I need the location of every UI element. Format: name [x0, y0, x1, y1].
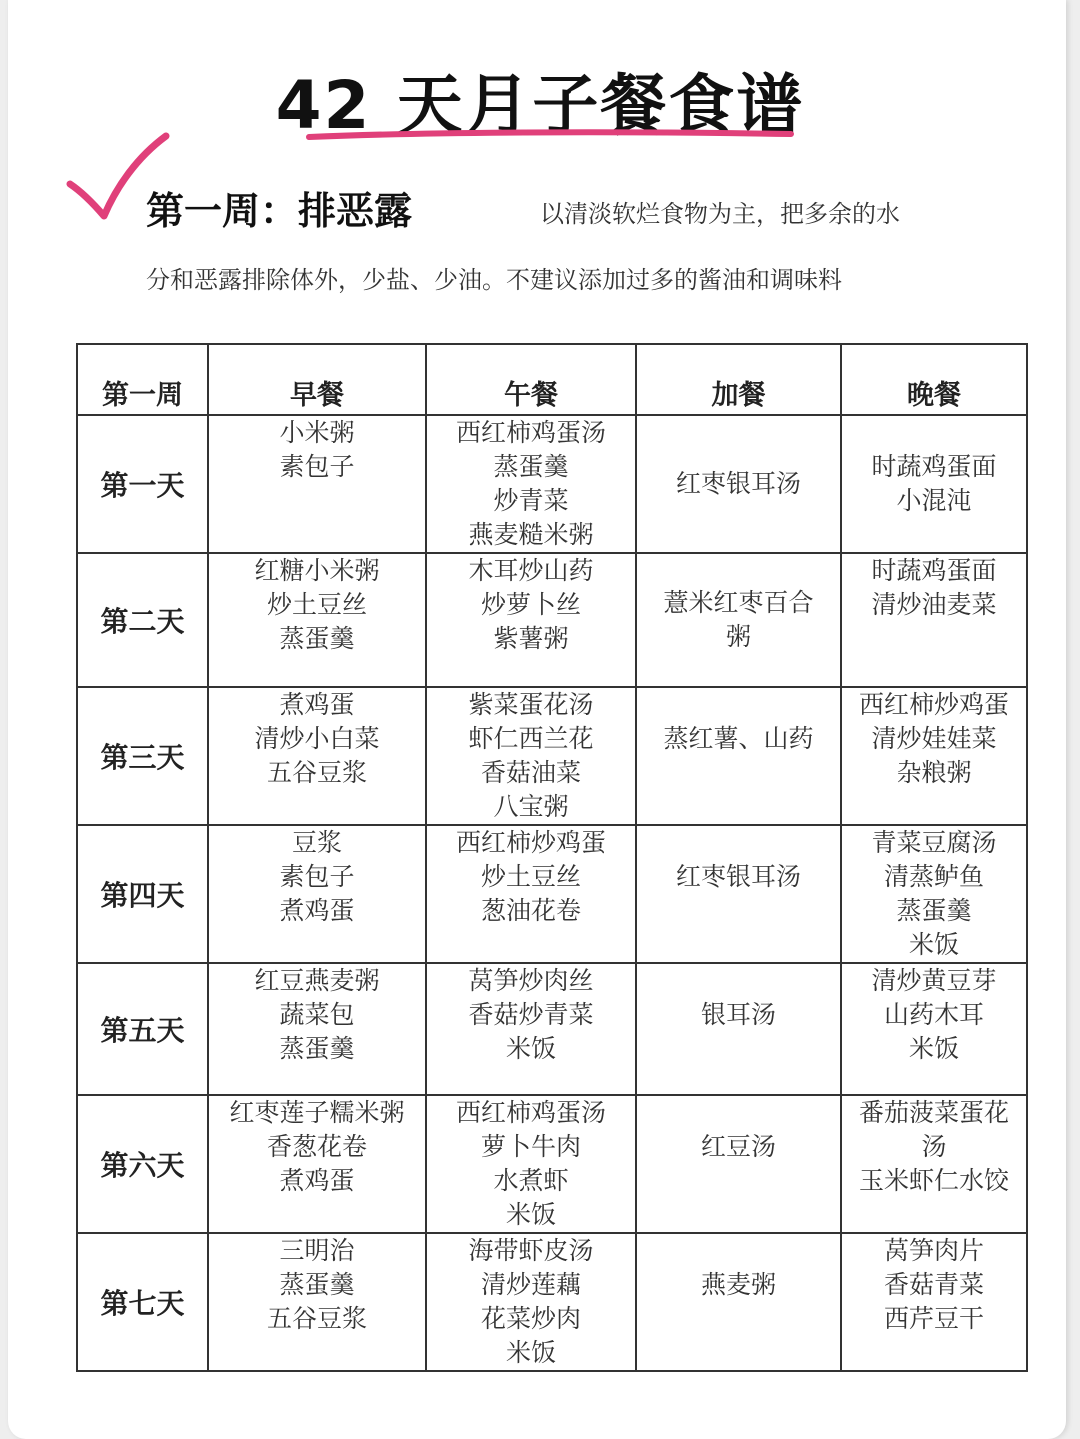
menu-item: 清炒娃娃菜 — [871, 724, 997, 753]
dinner-cell — [841, 825, 1027, 963]
menu-item: 海带虾皮汤 — [468, 1236, 594, 1265]
menu-item: 红枣莲子糯米粥 — [229, 1098, 405, 1127]
menu-item: 蒸红薯、山药 — [663, 724, 814, 753]
lunch-cell — [426, 825, 636, 963]
week-description-line1: 以清淡软烂食物为主，把多余的水 — [540, 200, 900, 228]
menu-item: 米饭 — [908, 930, 959, 959]
lunch-cell — [426, 1095, 636, 1233]
menu-item: 小混沌 — [896, 486, 972, 515]
menu-item: 红枣银耳汤 — [675, 862, 801, 891]
table-row — [77, 415, 1027, 553]
breakfast-cell — [208, 1095, 426, 1233]
day-label: 第七天 — [77, 1233, 208, 1371]
menu-item: 炒土豆丝 — [480, 862, 581, 891]
menu-item: 香菇炒青菜 — [468, 1000, 594, 1029]
menu-item: 粥 — [725, 622, 751, 651]
menu-item: 炒土豆丝 — [266, 590, 367, 619]
table-row — [77, 825, 1027, 963]
header-lunch: 午餐 — [426, 344, 636, 415]
header-snack: 加餐 — [636, 344, 841, 415]
dinner-cell — [841, 963, 1027, 1095]
menu-item: 红豆汤 — [700, 1132, 776, 1161]
day-label: 第四天 — [77, 825, 208, 963]
menu-item: 香葱花卷 — [266, 1132, 367, 1161]
menu-item: 山药木耳 — [883, 1000, 984, 1029]
menu-item: 香菇油菜 — [480, 758, 581, 787]
snack-cell — [636, 1233, 841, 1371]
dinner-cell — [841, 1095, 1027, 1233]
menu-item: 煮鸡蛋 — [279, 1166, 355, 1195]
menu-item: 清蒸鲈鱼 — [883, 862, 984, 891]
week-description-line2: 分和恶露排除体外，少盐、少油。不建议添加过多的酱油和调味料 — [146, 266, 842, 294]
menu-item: 清炒黄豆芽 — [871, 966, 997, 995]
menu-item: 紫菜蛋花汤 — [468, 690, 594, 719]
snack-cell — [636, 963, 841, 1095]
snack-cell — [636, 1095, 841, 1233]
menu-item: 葱油花卷 — [480, 896, 581, 925]
lunch-cell — [426, 1233, 636, 1371]
table-header-row — [77, 344, 1027, 415]
menu-item: 米饭 — [505, 1200, 556, 1229]
lunch-cell — [426, 963, 636, 1095]
menu-item: 米饭 — [505, 1338, 556, 1367]
menu-item: 杂粮粥 — [896, 758, 972, 787]
meal-table — [76, 343, 1028, 1372]
menu-item: 素包子 — [279, 862, 355, 891]
menu-item: 蔬菜包 — [279, 1000, 355, 1029]
menu-item: 煮鸡蛋 — [279, 896, 355, 925]
menu-item: 西红柿鸡蛋汤 — [455, 1098, 606, 1127]
menu-item: 炒青菜 — [493, 486, 569, 515]
menu-item: 燕麦粥 — [700, 1270, 776, 1299]
menu-item: 炒萝卜丝 — [480, 590, 581, 619]
menu-item: 米饭 — [908, 1034, 959, 1063]
menu-item: 红糖小米粥 — [254, 556, 380, 585]
snack-cell — [636, 825, 841, 963]
menu-item: 素包子 — [279, 452, 355, 481]
day-label: 第五天 — [77, 963, 208, 1095]
lunch-cell — [426, 553, 636, 687]
menu-item: 蒸蛋羹 — [493, 452, 569, 481]
menu-item: 西红柿炒鸡蛋 — [455, 828, 606, 857]
breakfast-cell — [208, 415, 426, 553]
menu-item: 萝卜牛肉 — [480, 1132, 581, 1161]
menu-item: 花菜炒肉 — [480, 1304, 581, 1333]
menu-item: 红豆燕麦粥 — [254, 966, 380, 995]
menu-item: 五谷豆浆 — [266, 1304, 367, 1333]
menu-item: 豆浆 — [291, 828, 342, 857]
dinner-cell — [841, 415, 1027, 553]
snack-cell — [636, 687, 841, 825]
menu-item: 蒸蛋羹 — [279, 1270, 355, 1299]
menu-item: 蒸蛋羹 — [279, 1034, 355, 1063]
breakfast-cell — [208, 963, 426, 1095]
day-label: 第一天 — [77, 415, 208, 553]
menu-item: 香菇青菜 — [883, 1270, 984, 1299]
breakfast-cell — [208, 553, 426, 687]
menu-item: 紫薯粥 — [493, 624, 569, 653]
breakfast-cell — [208, 1233, 426, 1371]
dinner-cell — [841, 687, 1027, 825]
table-row — [77, 963, 1027, 1095]
menu-item: 小米粥 — [279, 418, 355, 447]
dinner-cell — [841, 1233, 1027, 1371]
menu-item: 水煮虾 — [493, 1166, 569, 1195]
header-dinner: 晚餐 — [841, 344, 1027, 415]
day-label: 第三天 — [77, 687, 208, 825]
breakfast-cell — [208, 825, 426, 963]
menu-item: 清炒莲藕 — [480, 1270, 581, 1299]
header-breakfast: 早餐 — [208, 344, 426, 415]
week-heading: 第一周：排恶露 — [146, 189, 413, 233]
menu-item: 八宝粥 — [493, 792, 569, 821]
menu-item: 西芹豆干 — [883, 1304, 984, 1333]
menu-item: 西红柿炒鸡蛋 — [858, 690, 1009, 719]
menu-item: 时蔬鸡蛋面 — [871, 452, 997, 481]
day-label: 第六天 — [77, 1095, 208, 1233]
table-row — [77, 1095, 1027, 1233]
menu-item: 燕麦糙米粥 — [468, 520, 594, 549]
menu-item: 莴笋肉片 — [883, 1236, 984, 1265]
breakfast-cell — [208, 687, 426, 825]
header-week: 第一周 — [77, 344, 208, 415]
menu-item: 青菜豆腐汤 — [871, 828, 997, 857]
menu-item: 玉米虾仁水饺 — [858, 1166, 1009, 1195]
menu-item: 西红柿鸡蛋汤 — [455, 418, 606, 447]
menu-item: 五谷豆浆 — [266, 758, 367, 787]
menu-item: 木耳炒山药 — [468, 556, 594, 585]
menu-item: 银耳汤 — [700, 1000, 776, 1029]
title-underline — [305, 126, 795, 144]
menu-item: 红枣银耳汤 — [675, 469, 801, 498]
menu-item: 米饭 — [505, 1034, 556, 1063]
menu-item: 莴笋炒肉丝 — [468, 966, 594, 995]
lunch-cell — [426, 687, 636, 825]
menu-item: 番茄菠菜蛋花 — [858, 1098, 1009, 1127]
page-title: 42 天月子餐食谱 — [275, 67, 805, 144]
table-row — [77, 687, 1027, 825]
snack-cell — [636, 553, 841, 687]
menu-item: 三明治 — [279, 1236, 355, 1265]
menu-item: 蒸蛋羹 — [896, 896, 972, 925]
menu-item: 清炒小白菜 — [254, 724, 380, 753]
menu-item: 清炒油麦菜 — [871, 590, 997, 619]
dinner-cell — [841, 553, 1027, 687]
table-row — [77, 1233, 1027, 1371]
menu-item: 蒸蛋羹 — [279, 624, 355, 653]
menu-item: 薏米红枣百合 — [663, 588, 814, 617]
day-label: 第二天 — [77, 553, 208, 687]
table-row — [77, 553, 1027, 687]
menu-item: 煮鸡蛋 — [279, 690, 355, 719]
menu-item: 汤 — [921, 1132, 947, 1161]
menu-item: 虾仁西兰花 — [468, 724, 594, 753]
snack-cell — [636, 415, 841, 553]
lunch-cell — [426, 415, 636, 553]
menu-item: 时蔬鸡蛋面 — [871, 556, 997, 585]
